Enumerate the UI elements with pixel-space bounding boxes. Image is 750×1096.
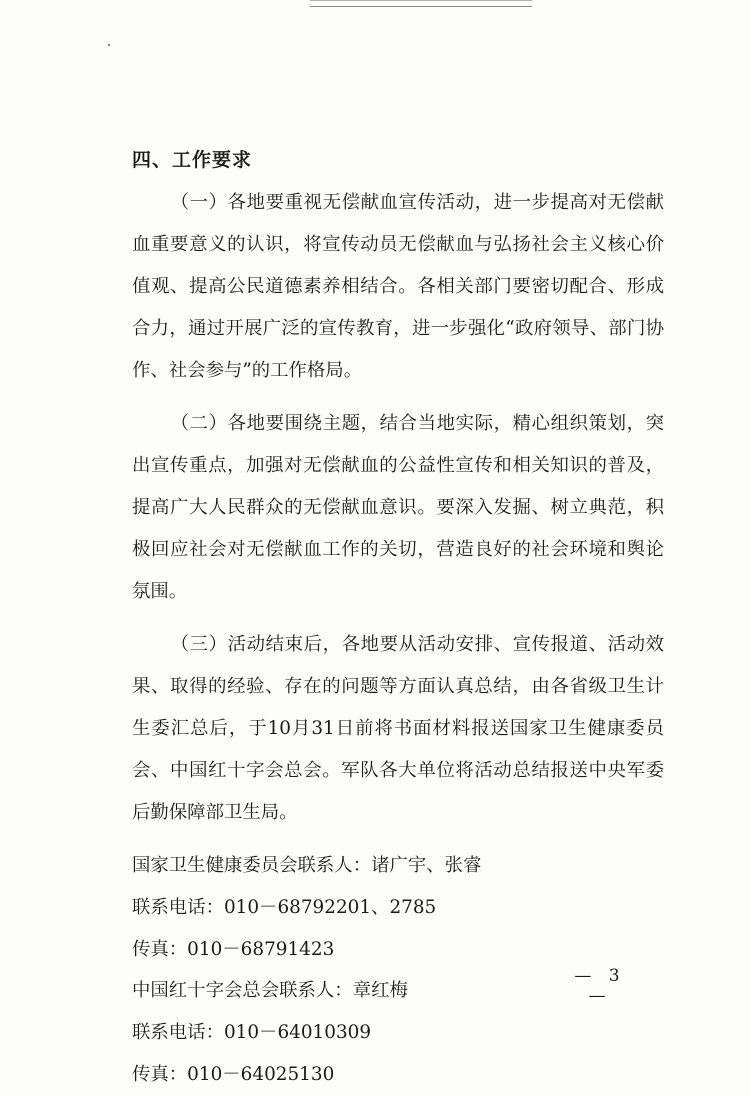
contact-nhc-fax: 传真：010－68791423 bbox=[132, 938, 335, 960]
page-number: — 3 — bbox=[574, 966, 626, 1006]
scan-speck bbox=[108, 44, 110, 46]
contact-nhc-person: 国家卫生健康委员会联系人：诸广宇、张睿 bbox=[132, 855, 482, 876]
contact-nhc-phone: 联系电话：010－68792201、2785 bbox=[132, 896, 437, 918]
contact-redcross-fax: 传真：010－64025130 bbox=[132, 1063, 335, 1085]
document-page bbox=[132, 138, 664, 1096]
scan-edge-mark bbox=[310, 0, 532, 7]
contact-redcross-person: 中国红十字会总会联系人：章红梅 bbox=[132, 980, 408, 1002]
paragraph-2: （二）各地要围绕主题，结合当地实际，精心组织策划，突出宣传重点，加强对无偿献血的公益性宣传和相关知识的普及，提高广大人民群众的无偿献血意识。要深入发掘、树立典范，积极回应社会对无偿献血工作的关切，营造良好的社会环境和舆论氛围。 bbox=[132, 413, 664, 602]
paragraph-1: （一）各地要重视无偿献血宣传活动，进一步提高对无偿献血重要意义的认识，将宣传动员无偿献血与弘扬社会主义核心价值观、提高公民道德素养相结合。各相关部门要密切配合、形成合力，通过开展广泛的宣传教育，进一步强化“政府领导、部门协作、社会参与”的工作格局。 bbox=[132, 192, 664, 381]
paragraph-3: （三）活动结束后，各地要从活动安排、宣传报道、活动效果、取得的经验、存在的问题等方面认真总结，由各省级卫生计生委汇总后，于10月31日前将书面材料报送国家卫生健康委员会、中国红十字会总会。军队各大单位将活动总结报送中央军委后勤保障部卫生局。 bbox=[132, 634, 664, 823]
contact-redcross-phone: 联系电话：010－64010309 bbox=[132, 1022, 372, 1044]
section-heading: 四、工作要求 bbox=[132, 149, 253, 171]
